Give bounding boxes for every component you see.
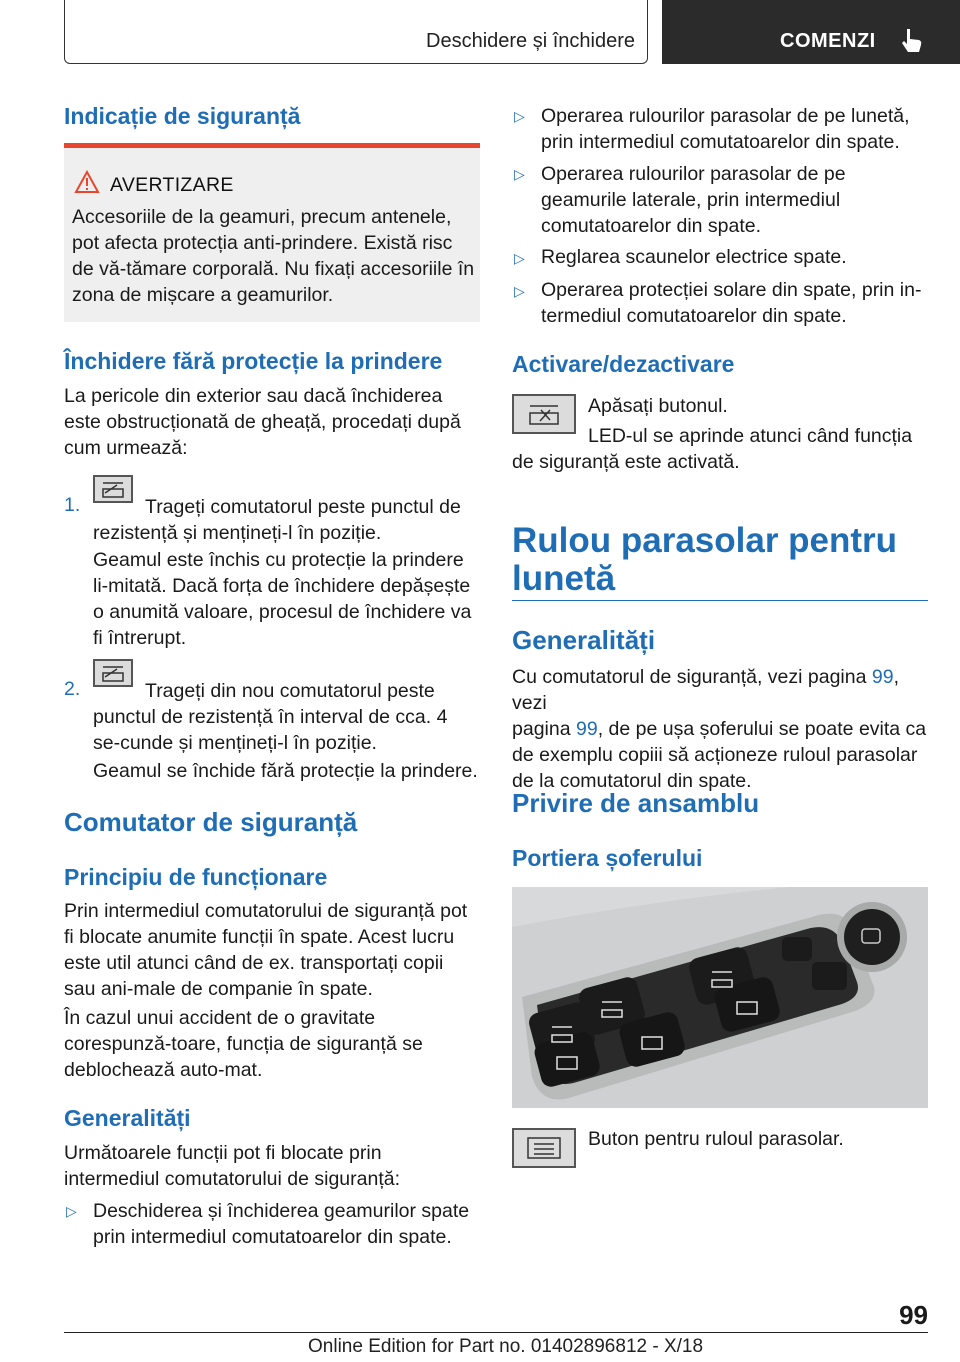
heading-general-right: Generalități [512, 625, 656, 655]
general-text-part: Cu comutatorul de siguranță, vezi pagina [512, 666, 872, 688]
footer-rule [64, 1332, 928, 1333]
heading-driver-door: Portiera șoferului [512, 845, 703, 871]
heading-overview: Privire de ansamblu [512, 788, 760, 818]
step-2-line-b: punctul de rezistență în interval de cca. 4 se-cunde și mențineți-l în poziție. [93, 706, 448, 754]
heading-close-no-protection: Închidere fără protecție la prindere [64, 348, 443, 374]
general-text-left: Următoarele funcții pot fi blocate prin intermediul comutatorului de siguranță: [64, 1142, 401, 1190]
activate-step-1: Apăsați butonul. [588, 395, 728, 417]
header-section-tab [64, 0, 648, 64]
bullet-4: Reglarea scaunelor electrice spate. [541, 246, 847, 268]
heading-principle: Principiu de funcționare [64, 864, 328, 890]
step-1-note: Geamul este închis cu protecție la prindere li-mitată. Dacă forța de închidere depășește o anumită valoare, procesul de închidere va fi întrerupt. [93, 549, 472, 649]
warning-box [64, 143, 480, 322]
activate-step-2b: de siguranță este activată. [512, 451, 740, 473]
button-caption: Buton pentru ruloul parasolar. [588, 1128, 844, 1150]
general-text-part: , vezi [512, 666, 899, 714]
page-link[interactable]: 99 [575, 718, 598, 740]
header-category-tab [662, 0, 960, 64]
step-1-line-a: Trageți comutatorul peste punctul de [145, 496, 461, 518]
heading-general-left: Generalități [64, 1105, 191, 1131]
safety-switch-button-icon [512, 394, 576, 434]
general-text-right [512, 664, 928, 794]
warning-text: Accesoriile de la geamuri, precum antenele, pot afecta protecția anti-prindere. Există risc de vă-tămare corporală. Nu fixați accesoriile în zona de mișcare a geamurilor. [72, 206, 475, 306]
driver-door-switch-photo [512, 887, 928, 1108]
bullet-triangle-icon: ▷ [66, 1203, 77, 1219]
step-2-note: Geamul se închide fără protecție la prindere. [93, 760, 478, 782]
heading-underline [512, 600, 928, 601]
heading-activate: Activare/dezactivare [512, 351, 735, 377]
principle-text: Prin intermediul comutatorului de siguranță pot fi blocate anumite funcții în spate. Acest lucru este util atunci când de ex. transportați copii sau ani-male de companie în spate. [64, 900, 468, 1000]
section-title: Deschidere și închidere [426, 30, 635, 52]
bullet-5: Operarea protecției solare din spate, prin in-termediul comutatoarelor din spate. [541, 279, 922, 327]
step-1-number: 1. [64, 494, 81, 516]
step-1-line-b: rezistență și mențineți-l în poziție. [93, 522, 382, 544]
accident-text: În cazul unui accident de o gravitate corespunză-toare, funcția de siguranță se deblochează auto-mat. [64, 1007, 423, 1081]
step-2-number: 2. [64, 678, 81, 700]
step-2-line-a: Trageți din nou comutatorul peste [145, 680, 435, 702]
bullet-triangle-icon: ▷ [514, 283, 525, 299]
activate-step-2a: LED-ul se aprinde atunci când funcția [588, 425, 913, 447]
bullet-triangle-icon: ▷ [514, 250, 525, 266]
close-intro-text: La pericole din exterior sau dacă închiderea este obstrucționată de gheață, procedați după cum urmează: [64, 385, 461, 459]
warning-title: AVERTIZARE [110, 174, 234, 196]
hand-pointer-icon [898, 26, 926, 54]
general-text-part: , de pe ușa șoferului se poate evita ca de exemplu copiii să acționeze ruloul parasolar de la comutatorul din spate. [512, 718, 927, 792]
general-text-part: pagina [512, 718, 576, 740]
window-switch-icon [93, 659, 133, 687]
warning-triangle-icon [74, 170, 100, 194]
window-switch-icon [93, 475, 133, 503]
page-link[interactable]: 99 [871, 666, 894, 688]
bullet-2: Operarea rulourilor parasolar de pe lunetă, prin intermediul comutatoarelor din spate. [541, 105, 910, 153]
bullet-triangle-icon: ▷ [514, 108, 525, 124]
category-title: COMENZI [780, 30, 876, 52]
bullet-1: Deschiderea și închiderea geamurilor spate prin intermediul comutatoarelor din spate. [93, 1200, 470, 1248]
heading-rear-blind: Rulou parasolar pentru lunetă [512, 521, 898, 598]
heading-safety-switch: Comutator de siguranță [64, 807, 358, 837]
bullet-3: Operarea rulourilor parasolar de pe geamurile laterale, prin intermediul comutatoarelor din spate. [541, 163, 846, 237]
page-number: 99 [899, 1300, 928, 1330]
sunblind-button-icon [512, 1128, 576, 1168]
footer-edition: Online Edition for Part no. 01402896812 - X/18 [308, 1336, 704, 1357]
heading-safety-note: Indicație de siguranță [64, 103, 301, 129]
bullet-triangle-icon: ▷ [514, 166, 525, 182]
